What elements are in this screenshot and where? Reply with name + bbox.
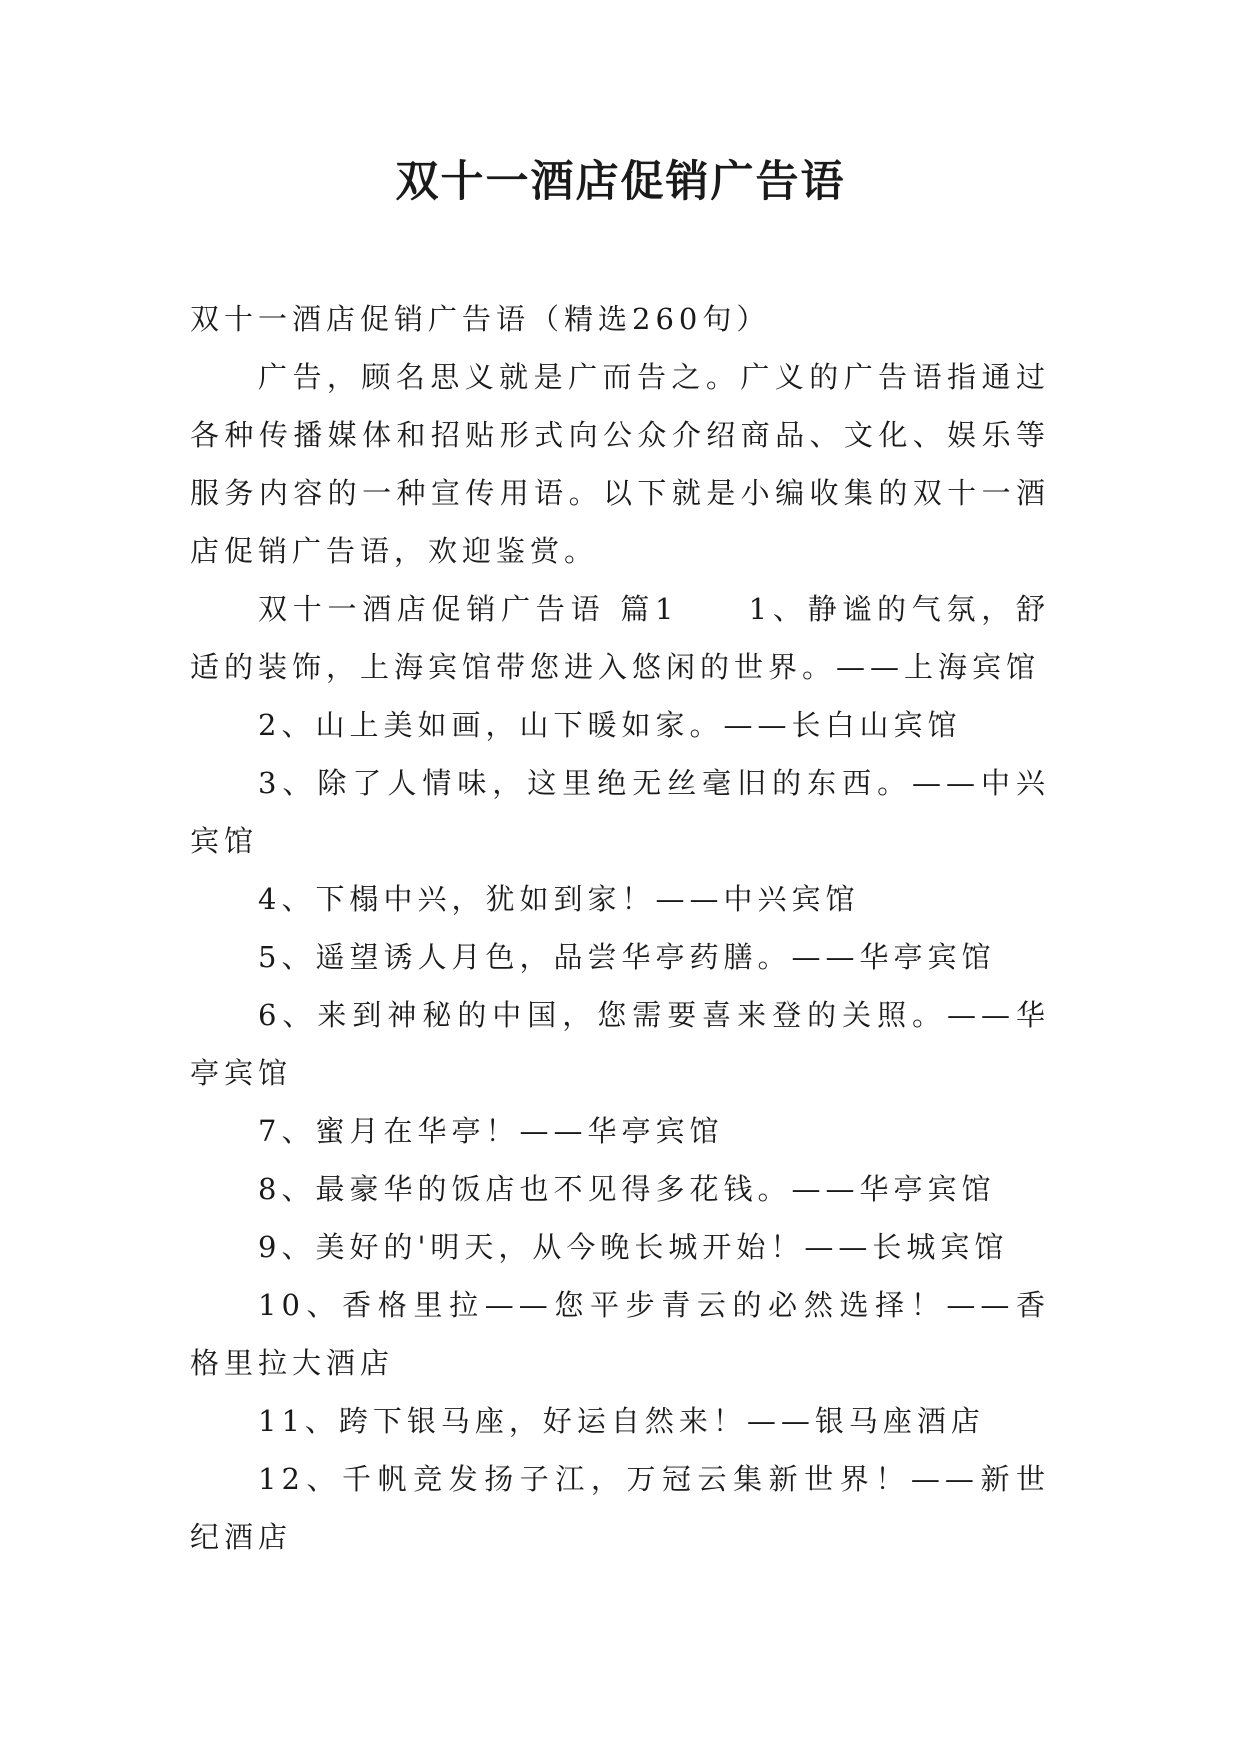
slogan-item: 12、千帆竞发扬子江，万冠云集新世界！——新世纪酒店 xyxy=(190,1462,1050,1554)
slogan-item: 9、美好的'明天，从今晚长城开始！——长城宾馆 xyxy=(258,1230,1009,1264)
document-subtitle: 双十一酒店促销广告语（精选260句） xyxy=(190,302,771,336)
slogan-item: 3、除了人情味，这里绝无丝毫旧的东西。——中兴宾馆 xyxy=(190,766,1050,858)
slogan-item: 6、来到神秘的中国，您需要喜来登的关照。——华亭宾馆 xyxy=(190,998,1050,1090)
slogan-item: 8、最豪华的饭店也不见得多花钱。——华亭宾馆 xyxy=(258,1172,996,1206)
slogan-item: 1、静谧的气氛，舒适的装饰，上海宾馆带您进入悠闲的世界。——上海宾馆 xyxy=(190,592,1050,684)
section-heading: 双十一酒店促销广告语 篇1 xyxy=(258,592,679,626)
document-body xyxy=(190,290,1050,1566)
slogan-item: 2、山上美如画，山下暖如家。——长白山宾馆 xyxy=(258,708,962,742)
document-title: 双十一酒店促销广告语 xyxy=(395,157,846,207)
section-first-paragraph xyxy=(190,580,1050,696)
slogan-item: 11、跨下银马座，好运自然来！——银马座酒店 xyxy=(258,1404,985,1438)
slogan-item: 4、下榻中兴，犹如到家！——中兴宾馆 xyxy=(258,882,860,916)
slogan-item: 10、香格里拉——您平步青云的必然选择！——香格里拉大酒店 xyxy=(190,1288,1050,1380)
slogan-item: 5、遥望诱人月色，品尝华亭药膳。——华亭宾馆 xyxy=(258,940,996,974)
intro-paragraph: 广告，顾名思义就是广而告之。广义的广告语指通过各种传播媒体和招贴形式向公众介绍商品、文化、娱乐等服务内容的一种宣传用语。以下就是小编收集的双十一酒店促销广告语，欢迎鉴赏。 xyxy=(190,360,1050,568)
slogan-item: 7、蜜月在华亭！——华亭宾馆 xyxy=(258,1114,724,1148)
